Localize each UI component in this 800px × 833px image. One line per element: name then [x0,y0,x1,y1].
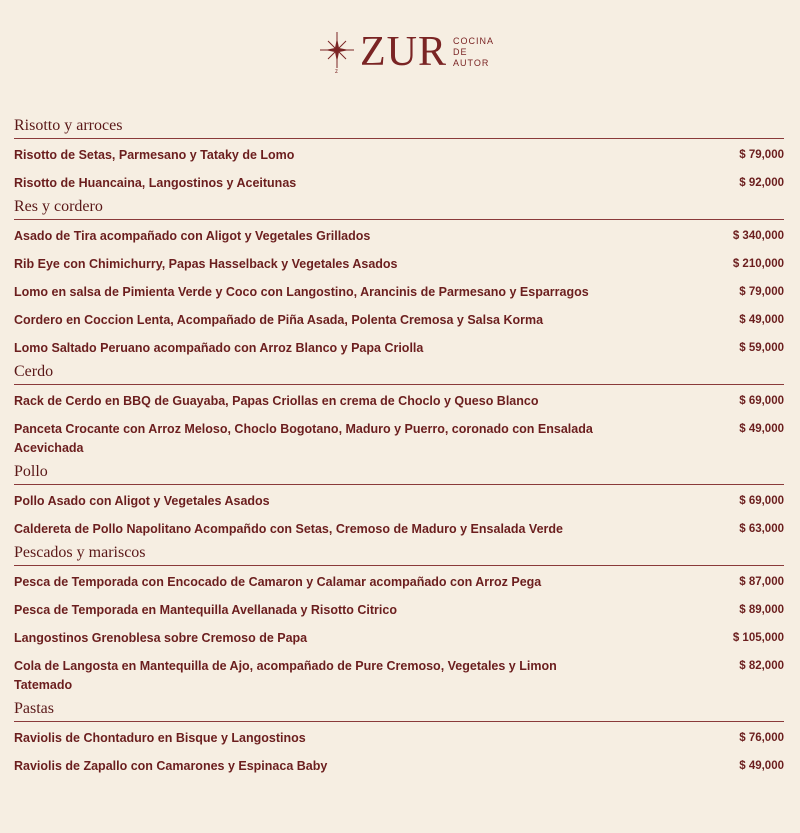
dish-name: Risotto de Huancaina, Langostinos y Aceitunas [14,176,297,190]
dish-name: Raviolis de Chontaduro en Bisque y Langostinos [14,731,306,745]
menu-section-cerdo [14,362,784,462]
svg-text:z: z [335,69,338,74]
dish-name: Cola de Langosta en Mantequilla de Ajo, acompañado de Pure Cremoso, Vegetales y Limon Tatemado [14,659,557,692]
dish-name: Lomo Saltado Peruano acompañado con Arroz Blanco y Papa Criolla [14,341,424,355]
section-title: Risotto y arroces [14,116,784,139]
dish-name: Pollo Asado con Aligot y Vegetales Asados [14,494,270,508]
section-title: Cerdo [14,362,784,385]
menu-section-pollo [14,462,784,543]
brand-tagline: COCINA DE AUTOR [453,35,495,68]
dish-name: Panceta Crocante con Arroz Meloso, Choclo Bogotano, Maduro y Puerro, coronado con Ensalada Acevichada [14,422,593,455]
dish-price: $ 87,000 [739,576,784,588]
menu-item [14,169,784,197]
menu-item [14,568,784,596]
dish-name: Raviolis de Zapallo con Camarones y Espinaca Baby [14,759,328,773]
menu-list [14,116,784,780]
dish-price: $ 92,000 [739,177,784,189]
dish-price: $ 340,000 [732,230,784,242]
dish-price: $ 49,000 [739,423,784,435]
menu-item [14,752,784,780]
dish-name: Caldereta de Pollo Napolitano Acompañdo con Setas, Cremoso de Maduro y Ensalada Verde [14,522,563,536]
section-title: Pescados y mariscos [14,543,784,566]
menu-section-pastas [14,699,784,780]
dish-price: $ 89,000 [739,604,784,616]
dish-price: $ 59,000 [739,342,784,354]
dish-price: $ 105,000 [732,632,784,644]
section-title: Res y cordero [14,197,784,220]
menu-item [14,724,784,752]
brand-name: ZUR [360,29,447,75]
dish-price: $ 63,000 [739,523,784,535]
section-title: Pollo [14,462,784,485]
dish-name: Pesca de Temporada con Encocado de Camaron y Calamar acompañado con Arroz Pega [14,575,542,589]
menu-item [14,515,784,543]
menu-item [14,596,784,624]
menu-item [14,652,784,699]
brand-logo [318,28,494,76]
dish-price: $ 82,000 [739,660,784,672]
dish-price: $ 210,000 [732,258,784,270]
section-title: Pastas [14,699,784,722]
dish-price: $ 49,000 [739,760,784,772]
menu-section-pescados [14,543,784,699]
dish-price: $ 79,000 [739,149,784,161]
dish-name: Cordero en Coccion Lenta, Acompañado de Piña Asada, Polenta Cremosa y Salsa Korma [14,313,544,327]
menu-item [14,306,784,334]
menu-item [14,222,784,250]
dish-name: Langostinos Grenoblesa sobre Cremoso de Papa [14,631,308,645]
menu-item [14,624,784,652]
menu-item [14,415,784,462]
dish-price: $ 49,000 [739,314,784,326]
menu-section-res-cordero [14,197,784,362]
menu-item [14,487,784,515]
dish-price: $ 79,000 [739,286,784,298]
dish-name: Rack de Cerdo en BBQ de Guayaba, Papas Criollas en crema de Choclo y Queso Blanco [14,394,539,408]
dish-price: $ 76,000 [739,732,784,744]
dish-name: Pesca de Temporada en Mantequilla Avellanada y Risotto Citrico [14,603,397,617]
menu-item [14,334,784,362]
compass-star-icon [318,30,356,74]
dish-price: $ 69,000 [739,495,784,507]
menu-item [14,250,784,278]
menu-item [14,387,784,415]
dish-name: Rib Eye con Chimichurry, Papas Hasselback y Vegetales Asados [14,257,398,271]
dish-price: $ 69,000 [739,395,784,407]
dish-name: Asado de Tira acompañado con Aligot y Vegetales Grillados [14,229,371,243]
menu-item [14,278,784,306]
menu-section-risotto [14,116,784,197]
menu-item [14,141,784,169]
dish-name: Risotto de Setas, Parmesano y Tataky de Lomo [14,148,295,162]
dish-name: Lomo en salsa de Pimienta Verde y Coco con Langostino, Arancinis de Parmesano y Esparragos [14,285,589,299]
